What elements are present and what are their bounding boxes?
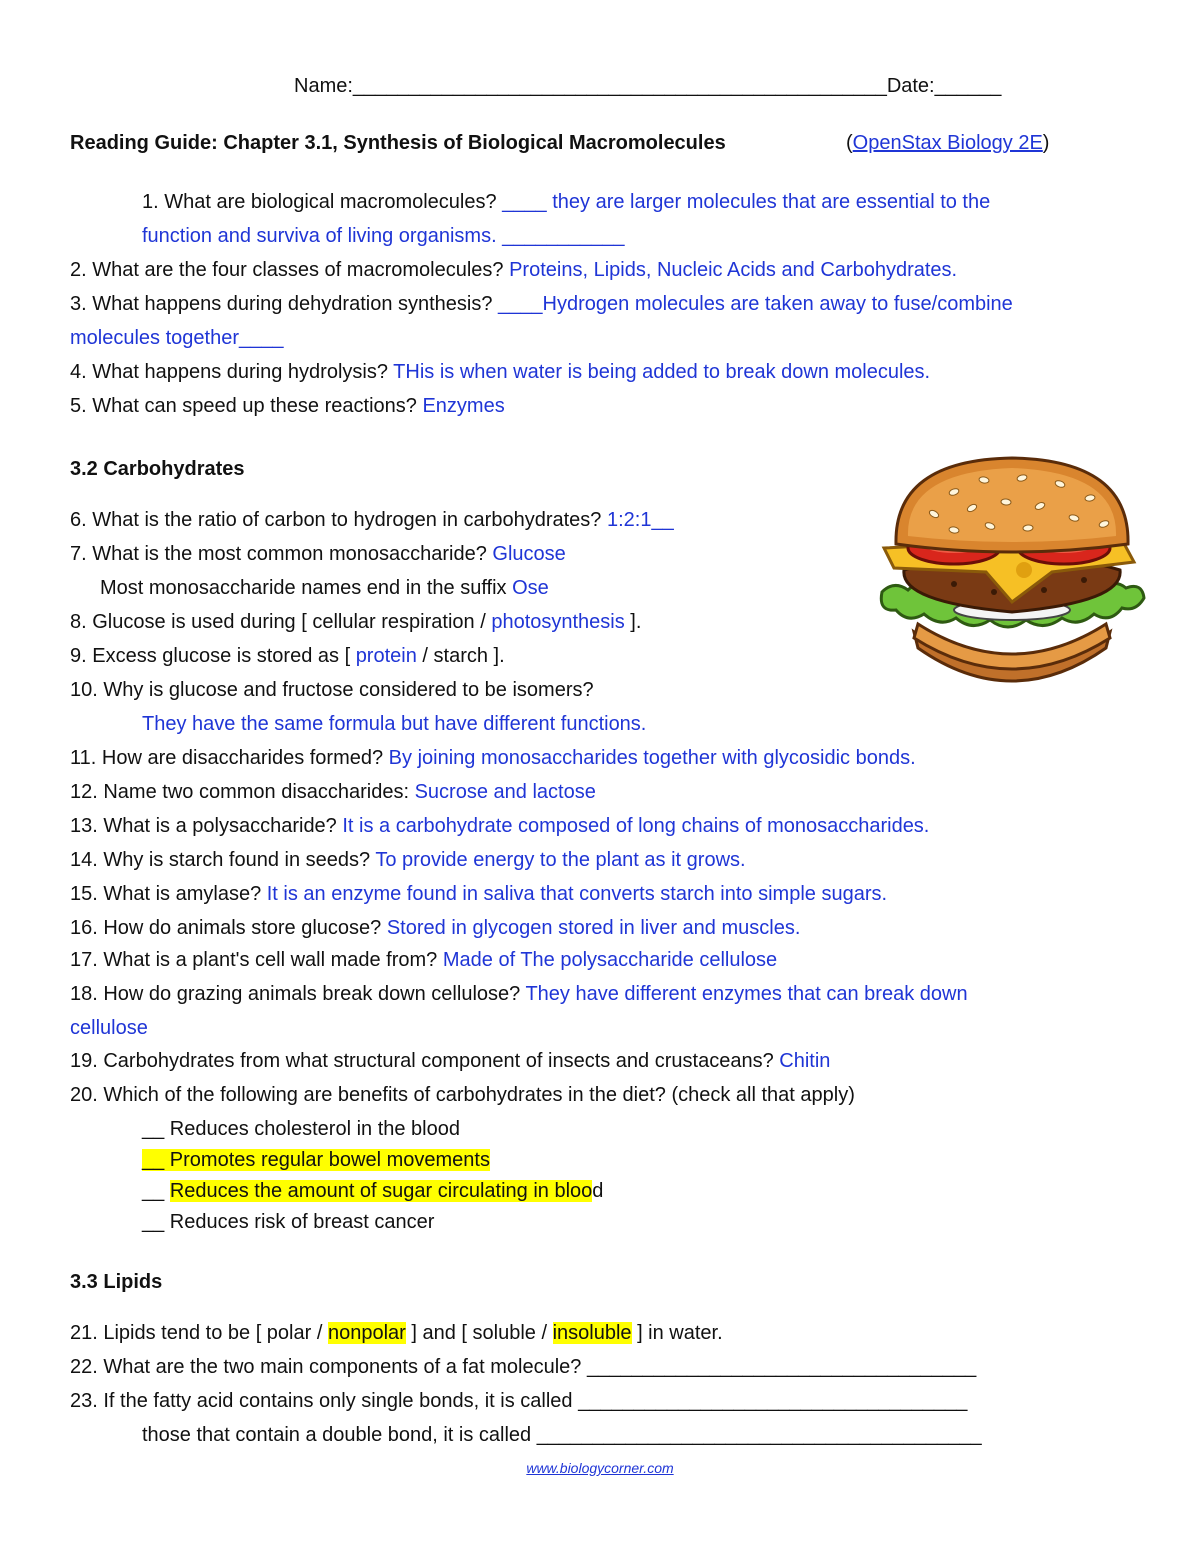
answer-10: They have the same formula but have different functions. [142, 713, 647, 735]
question-13: 13. What is a polysaccharide? It is a carbohydrate composed of long chains of monosaccharides. [70, 815, 930, 837]
answer-3-cont: molecules together____ [70, 327, 284, 349]
question-18: 18. How do grazing animals break down cellulose? They have different enzymes that can break down [70, 983, 968, 1005]
question-22[interactable]: 22. What are the two main components of a fat molecule? ___________________________________ [70, 1356, 977, 1378]
answer-2: Proteins, Lipids, Nucleic Acids and Carbohydrates. [509, 259, 958, 281]
footer [0, 1460, 1200, 1476]
question-6: 6. What is the ratio of carbon to hydrogen in carbohydrates? 1:2:1__ [70, 509, 674, 531]
date-label: Date: [886, 75, 935, 97]
question-23[interactable]: 23. If the fatty acid contains only single bonds, it is called ___________________________________ [70, 1390, 968, 1412]
question-2: 2. What are the four classes of macromolecules? Proteins, Lipids, Nucleic Acids and Carbohydrates. [70, 259, 958, 281]
source-citation: (OpenStax Biology 2E) [846, 132, 1050, 154]
question-8: 8. Glucose is used during [ cellular respiration / photosynthesis ]. [70, 611, 642, 633]
heading-carbohydrates: 3.2 Carbohydrates [70, 458, 245, 480]
question-4: 4. What happens during hydrolysis? THis is when water is being added to break down molecules. [70, 361, 931, 383]
question-7: 7. What is the most common monosaccharide? Glucose [70, 543, 566, 565]
hamburger-illustration [874, 452, 1150, 690]
name-date-line [294, 73, 1001, 99]
question-10: 10. Why is glucose and fructose considered to be isomers? [70, 679, 594, 701]
answer-1: ____ they are larger molecules that are essential to the [502, 191, 991, 213]
question-23-cont[interactable]: those that contain a double bond, it is called ________________________________________ [142, 1424, 982, 1446]
answer-5: Enzymes [422, 395, 505, 417]
option-sugar[interactable]: __ Reduces the amount of sugar circulating in blood [142, 1180, 604, 1202]
openstax-link[interactable]: OpenStax Biology 2E [852, 132, 1043, 154]
date-blank[interactable]: ______ [934, 75, 1002, 97]
question-9: 9. Excess glucose is stored as [ protein / starch ]. [70, 645, 505, 667]
answer-18-cont: cellulose [70, 1017, 148, 1039]
option-cholesterol[interactable]: __ Reduces cholesterol in the blood [142, 1118, 460, 1140]
page-title: Reading Guide: Chapter 3.1, Synthesis of Biological Macromolecules [70, 132, 726, 154]
option-breast-cancer[interactable]: __ Reduces risk of breast cancer [142, 1211, 435, 1233]
question-5: 5. What can speed up these reactions? Enzymes [70, 395, 505, 417]
question-19: 19. Carbohydrates from what structural component of insects and crustaceans? Chitin [70, 1050, 831, 1072]
question-21: 21. Lipids tend to be [ polar / nonpolar ] and [ soluble / insoluble ] in water. [70, 1322, 723, 1344]
question-15: 15. What is amylase? It is an enzyme found in saliva that converts starch into simple sugars. [70, 883, 888, 905]
answer-4: THis is when water is being added to break down molecules. [393, 361, 931, 383]
biologycorner-link[interactable]: www.biologycorner.com [526, 1460, 674, 1476]
option-bowel[interactable]: __ Promotes regular bowel movements [142, 1149, 490, 1171]
answer-3: ____Hydrogen molecules are taken away to fuse/combine [498, 293, 1013, 315]
question-7-suffix: Most monosaccharide names end in the suffix Ose [100, 577, 549, 599]
question-1: 1. What are biological macromolecules? ____ they are larger molecules that are essential to the [142, 191, 991, 213]
heading-lipids: 3.3 Lipids [70, 1271, 163, 1293]
question-20: 20. Which of the following are benefits of carbohydrates in the diet? (check all that apply) [70, 1084, 855, 1106]
question-16: 16. How do animals store glucose? Stored in glycogen stored in liver and muscles. [70, 917, 801, 939]
question-14: 14. Why is starch found in seeds? To provide energy to the plant as it grows. [70, 849, 746, 871]
question-3: 3. What happens during dehydration synthesis? ____Hydrogen molecules are taken away to fuse/combine [70, 293, 1013, 315]
question-11: 11. How are disaccharides formed? By joining monosaccharides together with glycosidic bonds. [70, 747, 916, 769]
question-17: 17. What is a plant's cell wall made from? Made of The polysaccharide cellulose [70, 949, 778, 971]
answer-1-cont: function and surviva of living organisms. ___________ [142, 225, 625, 247]
name-blank[interactable]: ________________________________________________ [352, 75, 887, 97]
name-label: Name: [294, 75, 353, 97]
question-12: 12. Name two common disaccharides: Sucrose and lactose [70, 781, 596, 803]
